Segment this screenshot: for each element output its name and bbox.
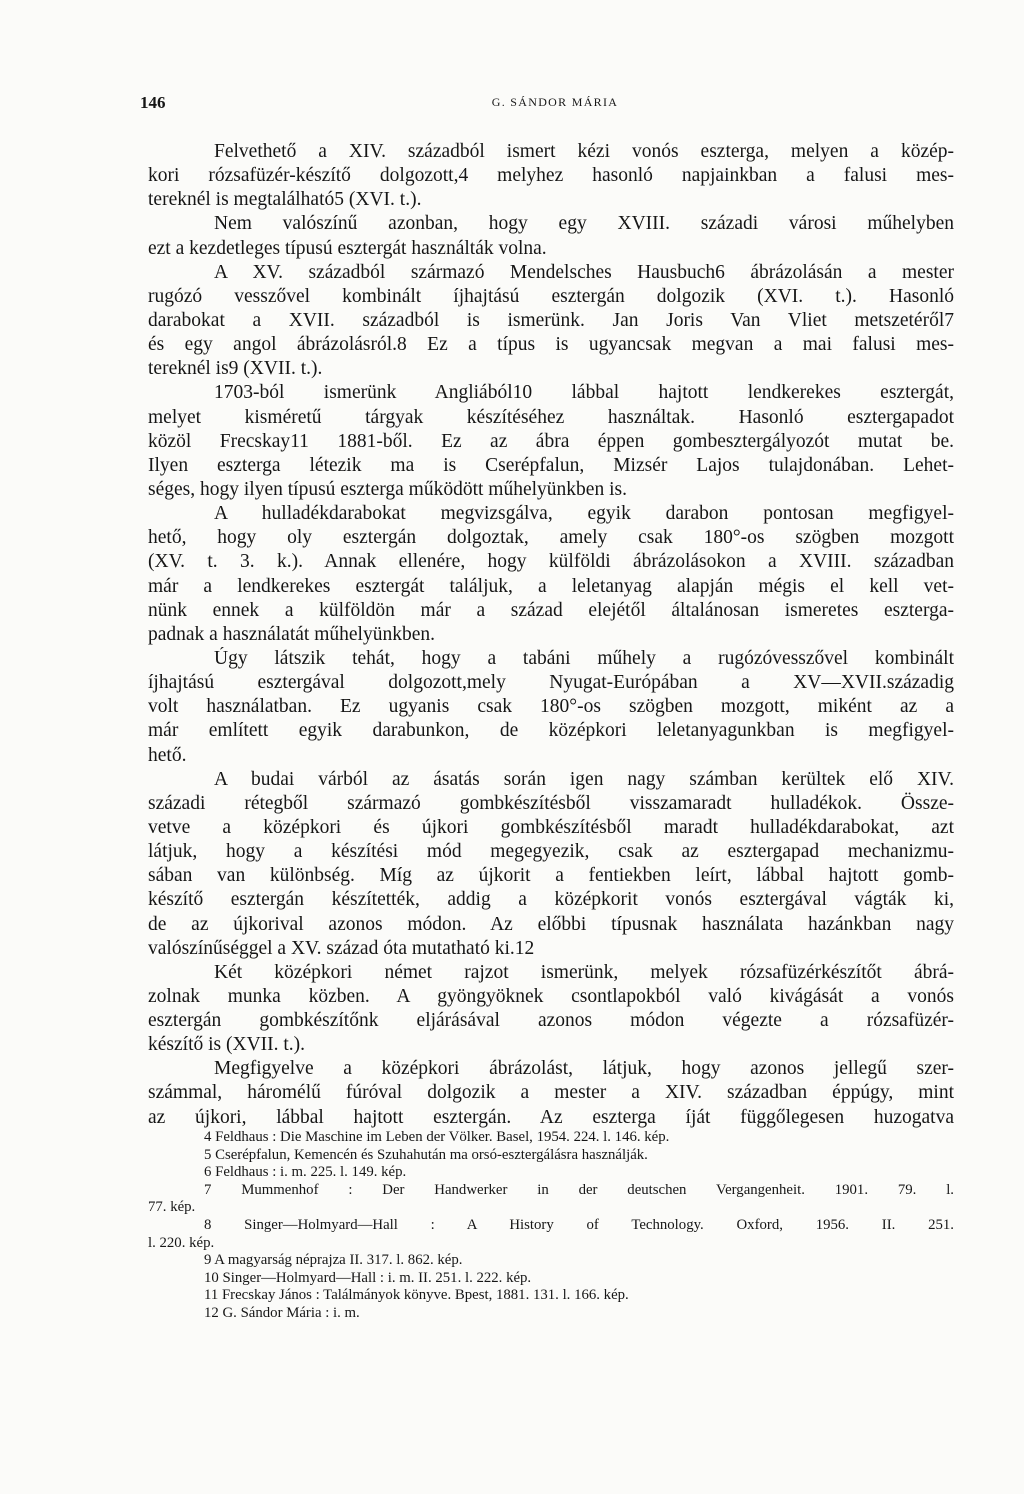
- text-line: számmal, háromélű fúróval dolgozik a mester a XIV. században éppúgy, mint: [148, 1082, 954, 1104]
- text-line: hető.: [148, 744, 187, 766]
- text-line: A hulladékdarabokat megvizsgálva, egyik darabon pontosan megfigyel-: [214, 503, 954, 525]
- footnote-line: 11 Frecskay János : Találmányok könyve. Bpest, 1881. 131. l. 166. kép.: [204, 1287, 629, 1304]
- text-line: készítő is (XVII. t.).: [148, 1034, 306, 1056]
- text-line: Két középkori német rajzot ismerünk, melyek rózsafüzérkészítőt ábrá-: [214, 961, 954, 983]
- text-line: Úgy látszik tehát, hogy a tabáni műhely a rugózóvesszővel kombinált: [214, 647, 954, 669]
- text-line: 1703-ból ismerünk Angliából10 lábbal hajtott lendkerekes esztergát,: [214, 382, 954, 404]
- text-line: Ilyen eszterga létezik ma is Cserépfalun, Mizsér Lajos tulajdonában. Lehet-: [148, 454, 954, 476]
- footnotes: [148, 1129, 954, 1323]
- text-line: A budai várból az ásatás során igen nagy számban kerültek elő XIV.: [214, 768, 954, 790]
- text-line: darabokat a XVII. századból is ismerünk. Jan Joris Van Vliet metszetéről7: [148, 309, 954, 331]
- text-line: íjhajtású esztergával dolgozott,mely Nyugat-Európában a XV—XVII.századig: [148, 672, 954, 694]
- running-head: G. SÁNDOR MÁRIA: [491, 95, 619, 109]
- text-line: nünk ennek a külföldön már a század elejétől általánosan ismeretes eszterga-: [148, 599, 954, 621]
- text-line: séges, hogy ilyen típusú eszterga működött műhelyünkben is.: [148, 478, 627, 500]
- footnote-line: 7 Mummenhof : Der Handwerker in der deutschen Vergangenheit. 1901. 79. l.: [204, 1181, 954, 1198]
- text-line: zolnak munka közben. A gyöngyöknek csontlapokból való kivágását a vonós: [148, 985, 954, 1007]
- text-line: Nem valószínű azonban, hogy egy XVIII. századi városi műhelyben: [214, 213, 954, 235]
- footnote-line: 12 G. Sándor Mária : i. m.: [204, 1304, 360, 1321]
- text-line: tereknél is megtalálható5 (XVI. t.).: [148, 189, 422, 211]
- text-line: tereknél is9 (XVII. t.).: [148, 358, 323, 380]
- text-line: de az újkorival azonos módon. Az előbbi típusnak használata hazánkban nagy: [148, 913, 954, 935]
- text-line: ezt a kezdetleges típusú esztergát használták volna.: [148, 237, 547, 259]
- text-line: valószínűséggel a XV. század óta mutatható ki.12: [148, 937, 535, 959]
- text-line: vetve a középkori és újkori gombkészítésből maradt hulladékdarabokat, azt: [148, 816, 954, 838]
- text-line: padnak a használatát műhelyünkben.: [148, 623, 435, 645]
- text-line: látjuk, hogy a készítési mód megegyezik, csak az esztergapad mechanizmu-: [148, 841, 954, 863]
- text-line: és egy angol ábrázolásról.8 Ez a típus is ugyancsak megvan a mai falusi mes-: [148, 334, 954, 356]
- footnote-line: 5 Cserépfalun, Kemencén és Szuhahután ma orsó-esztergálásra használják.: [204, 1146, 648, 1163]
- footnote-line: l. 220. kép.: [148, 1234, 215, 1251]
- text-line: az újkori, lábbal hajtott esztergán. Az eszterga íját függőlegesen huzogatva: [148, 1106, 954, 1128]
- footnote-line: 4 Feldhaus : Die Maschine im Leben der Völker. Basel, 1954. 224. l. 146. kép.: [204, 1129, 670, 1145]
- footnote-line: 10 Singer—Holmyard—Hall : i. m. II. 251. l. 222. kép.: [204, 1269, 532, 1286]
- text-line: készítő esztergán készítették, addig a középkorit vonós esztergával vágták ki,: [148, 889, 954, 911]
- text-line: esztergán gombkészítőnk eljárásával azonos módon végezte a rózsafüzér-: [148, 1010, 954, 1032]
- footnote-line: 8 Singer—Holmyard—Hall : A History of Technology. Oxford, 1956. II. 251.: [204, 1216, 954, 1233]
- text-line: már a lendkerekes esztergát találjuk, a leletanyag alapján mégis el kell vet-: [148, 575, 954, 597]
- text-line: volt használatban. Ez ugyanis csak 180°-os szögben mozgott, miként az a: [148, 696, 954, 718]
- text-line: Megfigyelve a középkori ábrázolást, látjuk, hogy azonos jellegű szer-: [214, 1058, 954, 1080]
- text-line: Felvethető a XIV. századból ismert kézi vonós eszterga, melyen a közép-: [214, 141, 954, 162]
- text-line: melyet kisméretű tárgyak készítéséhez használtak. Hasonló esztergapadot: [148, 406, 954, 428]
- text-line: közöl Frecskay11 1881-ből. Ez az ábra éppen gombesztergályozót mutat be.: [148, 430, 954, 452]
- page-number: 146: [140, 93, 166, 112]
- text-line: századi rétegből származó gombkészítésből visszamaradt hulladékok. Össze-: [148, 792, 954, 814]
- text-line: (XV. t. 3. k.). Annak ellenére, hogy külföldi ábrázolásokon a XVIII. században: [148, 551, 954, 573]
- footnote-line: 6 Feldhaus : i. m. 225. l. 149. kép.: [204, 1164, 407, 1181]
- text-line: rugózó vesszővel kombinált íjhajtású esztergán dolgozik (XVI. t.). Hasonló: [148, 285, 954, 307]
- text-line: kori rózsafüzér-készítő dolgozott,4 melyhez hasonló napjainkban a falusi mes-: [148, 165, 954, 187]
- text-line: A XV. századból származó Mendelsches Hausbuch6 ábrázolásán a mester: [214, 261, 954, 283]
- page-header: [140, 93, 970, 113]
- text-line: sában van különbség. Míg az újkorit a fentiekben leírt, lábbal hajtott gomb-: [148, 865, 954, 887]
- body-text: [148, 140, 954, 1130]
- footnote-line: 77. kép.: [148, 1199, 196, 1216]
- footnote-line: 9 A magyarság néprajza II. 317. l. 862. kép.: [204, 1252, 463, 1269]
- text-line: hető, hogy oly esztergán dolgoztak, amely csak 180°-os szögben mozgott: [148, 527, 954, 549]
- text-line: már említett egyik darabunkon, de középkori leletanyagunkban is megfigyel-: [148, 720, 954, 742]
